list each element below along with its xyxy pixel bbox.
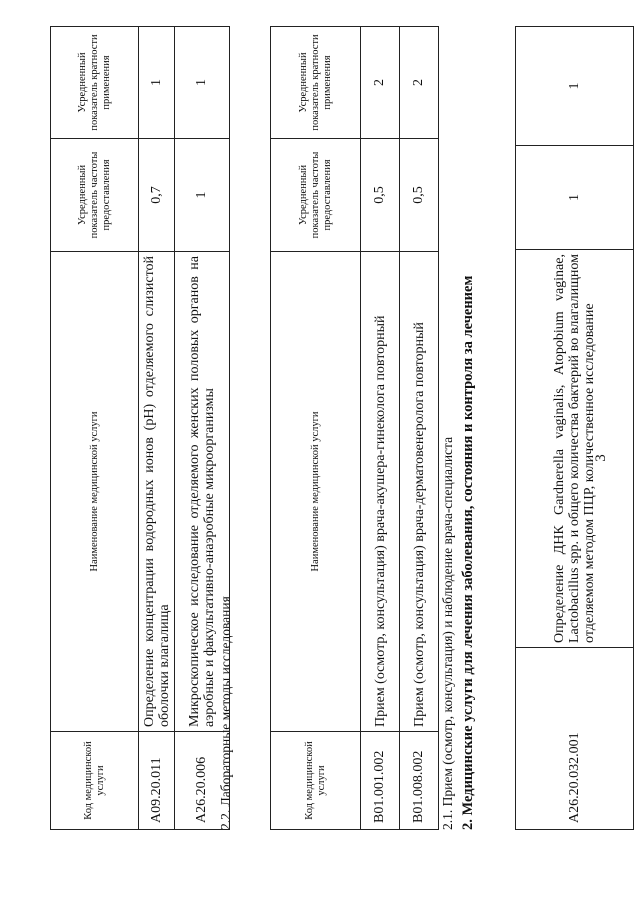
service-name: Определение концентрации водородных ионов (pH) отделяемого слизистой оболочки влагалища <box>139 252 175 732</box>
service-code: A26.20.006 <box>175 732 230 830</box>
table-row <box>175 27 230 830</box>
consultation-table <box>270 26 439 830</box>
service-code: A26.20.032.001 <box>516 648 634 830</box>
header-name: Наименование медицинской услуги <box>271 252 361 732</box>
multiplicity-value: 2 <box>361 27 400 139</box>
header-multiplicity: Усредненный показатель кратности применения <box>51 27 139 139</box>
table-header-row <box>271 27 361 830</box>
header-frequency: Усредненный показатель частоты предоставления <box>271 139 361 252</box>
frequency-value: 1 <box>175 139 230 252</box>
frequency-value: 0,7 <box>139 139 175 252</box>
header-name: Наименование медицинской услуги <box>51 252 139 732</box>
lab-methods-table <box>50 26 230 830</box>
service-code: B01.001.002 <box>361 732 400 830</box>
service-name: Прием (осмотр, консультация) врача-акушера-гинеколога повторный <box>361 252 400 732</box>
multiplicity-value: 1 <box>175 27 230 139</box>
table-row <box>516 27 634 830</box>
header-code: Код медицинской услуги <box>271 732 361 830</box>
header-code: Код медицинской услуги <box>51 732 139 830</box>
frequency-value: 0,5 <box>361 139 400 252</box>
frequency-value: 0,5 <box>400 139 439 252</box>
subsection-title-lab: 2.2. Лабораторные методы исследования <box>218 596 233 830</box>
header-multiplicity: Усредненный показатель кратности применения <box>271 27 361 139</box>
multiplicity-value: 2 <box>400 27 439 139</box>
frequency-value: 1 <box>516 146 634 250</box>
service-name: Микроскопическое исследование отделяемого женских половых органов на аэробные и факультативно-анаэробные микроорганизмы <box>175 252 230 732</box>
service-name: Прием (осмотр, консультация) врача-дерматовенеролога повторный <box>400 252 439 732</box>
service-code: A09.20.011 <box>139 732 175 830</box>
section-title: 2. Медицинские услуги для лечения заболевания, состояния и контроля за лечением <box>460 275 476 830</box>
subsection-title-consultation: 2.1. Прием (осмотр, консультация) и наблюдение врача-специалиста <box>440 436 455 830</box>
header-frequency: Усредненный показатель частоты предоставления <box>51 139 139 252</box>
table-row <box>361 27 400 830</box>
services-table-continued <box>515 26 634 830</box>
service-name: Определение ДНК Gardnerella vaginalis, Atopobium vaginae, Lactobacillus spp. и общего количества бактерий во влагалищном отделяемом методом ПЦР, количественное исследование <box>516 250 634 648</box>
page-number: 3 <box>593 454 609 462</box>
multiplicity-value: 1 <box>516 27 634 146</box>
service-code: B01.008.002 <box>400 732 439 830</box>
table-row <box>139 27 175 830</box>
multiplicity-value: 1 <box>139 27 175 139</box>
table-row <box>400 27 439 830</box>
table-header-row <box>51 27 139 830</box>
